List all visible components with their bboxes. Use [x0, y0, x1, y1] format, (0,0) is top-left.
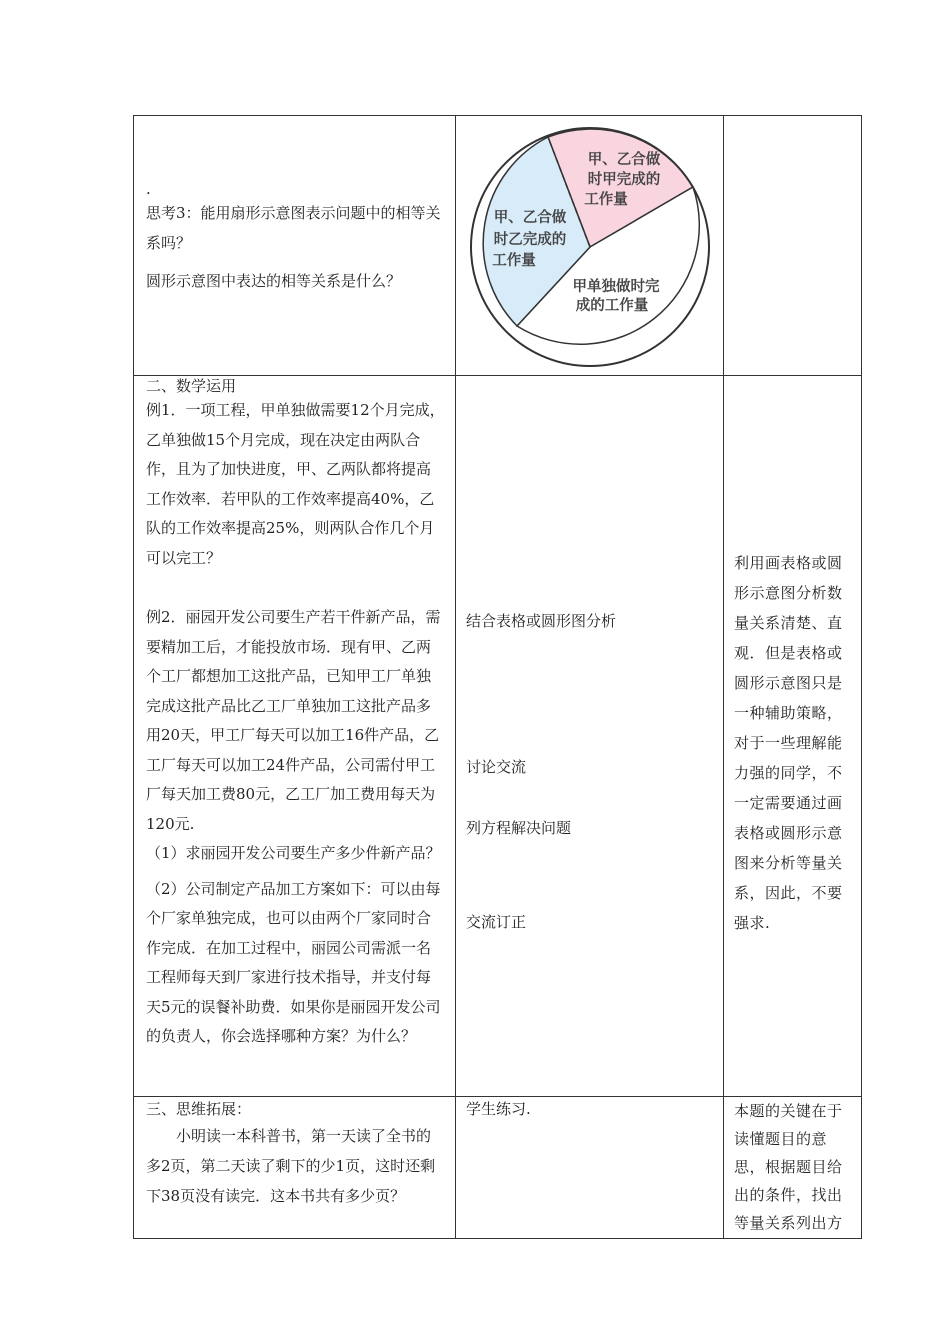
- white-label-1: 甲单独做时完: [572, 279, 660, 295]
- pink-label-2: 时甲完成的: [587, 172, 661, 188]
- white-label-2: 成的工作量: [575, 298, 649, 314]
- section-heading-2: 二、数学运用: [146, 377, 237, 395]
- example-2-part-2: （2）公司制定产品加工方案如下：可以由每个厂家单独完成，也可以由两个厂家同时合作完成．在加工过程中，丽园公司需派一名工程师每天到厂家进行技术指导，并支付每天5元的误餐补助费．如果你是丽园开发公司的负责人，你会选择哪种方案？为什么？: [146, 879, 441, 1045]
- extension-problem: 小明读一本科普书，第一天读了全书的多2页，第二天读了剩下的少1页，这时还剩下38页没有读完．这本书共有多少页？: [146, 1127, 436, 1205]
- activity-practice: 学生练习.: [466, 1100, 531, 1118]
- blue-label-1: 甲、乙合做: [493, 210, 567, 226]
- teaching-note: 利用画表格或圆形示意图分析数量关系清楚、直观．但是表格或圆形示意图只是一种辅助策略，对于一些理解能力强的同学，不一定需要通过画表格或圆形示意图来分析等量关系，因此，不要强求.: [734, 554, 843, 932]
- examples-cell: [134, 376, 456, 1097]
- activities-cell: [456, 376, 724, 1097]
- example-2: 例2．丽园开发公司要生产若干件新产品，需要精加工后，才能投放市场．现有甲、乙两个工厂都想加工这批产品，已知甲工厂单独完成这批产品比乙工厂单独加工这批产品多用20天，甲工厂每天可以加工16件产品，乙工厂每天可以加工24件产品，公司需付甲工厂每天加工费80元，乙工厂加工费用每天为120元.: [146, 608, 441, 833]
- dot-mark: .: [146, 180, 151, 198]
- lesson-table: [133, 115, 862, 1239]
- pink-label-3: 工作量: [584, 192, 628, 208]
- example-2-part-1: （1）求丽园开发公司要生产多少件新产品？: [146, 844, 441, 862]
- activity-equation: 列方程解决问题: [466, 819, 572, 837]
- empty-note-cell: [724, 116, 862, 376]
- pie-cell: [456, 116, 724, 376]
- extension-cell: [134, 1097, 456, 1239]
- activity-analyze: 结合表格或圆形图分析: [466, 612, 617, 630]
- example-1: 例1．一项工程，甲单独做需要12个月完成，乙单独做15个月完成，现在决定由两队合作，且为了加快进度，甲、乙两队都将提高工作效率．若甲队的工作效率提高40%，乙队的工作效率提高25%，则两队合作几个月可以完工？: [146, 401, 445, 567]
- extension-note-cell: [724, 1097, 862, 1239]
- activity-discuss: 讨论交流: [466, 758, 527, 776]
- extension-note: 本题的关键在于读懂题目的意思，根据题目给出的条件，找出等量关系列出方: [734, 1102, 843, 1232]
- extension-activity-cell: [456, 1097, 724, 1239]
- section-heading-3: 三、思维拓展：: [146, 1100, 252, 1118]
- row-math-application: [134, 376, 862, 1097]
- blue-label-2: 时乙完成的: [493, 232, 567, 248]
- pie-diagram: [456, 116, 724, 371]
- pink-label-1: 甲、乙合做: [587, 152, 661, 168]
- question-3: 思考3：能用扇形示意图表示问题中的相等关系吗？: [146, 204, 441, 252]
- row-thinking: [134, 116, 862, 376]
- activity-review: 交流订正: [466, 913, 527, 931]
- blue-label-3: 工作量: [492, 253, 536, 269]
- teaching-note-cell: [724, 376, 862, 1097]
- question-circle: 圆形示意图中表达的相等关系是什么？: [146, 272, 402, 290]
- thinking-cell: [134, 116, 456, 376]
- row-thinking-extension: [134, 1097, 862, 1239]
